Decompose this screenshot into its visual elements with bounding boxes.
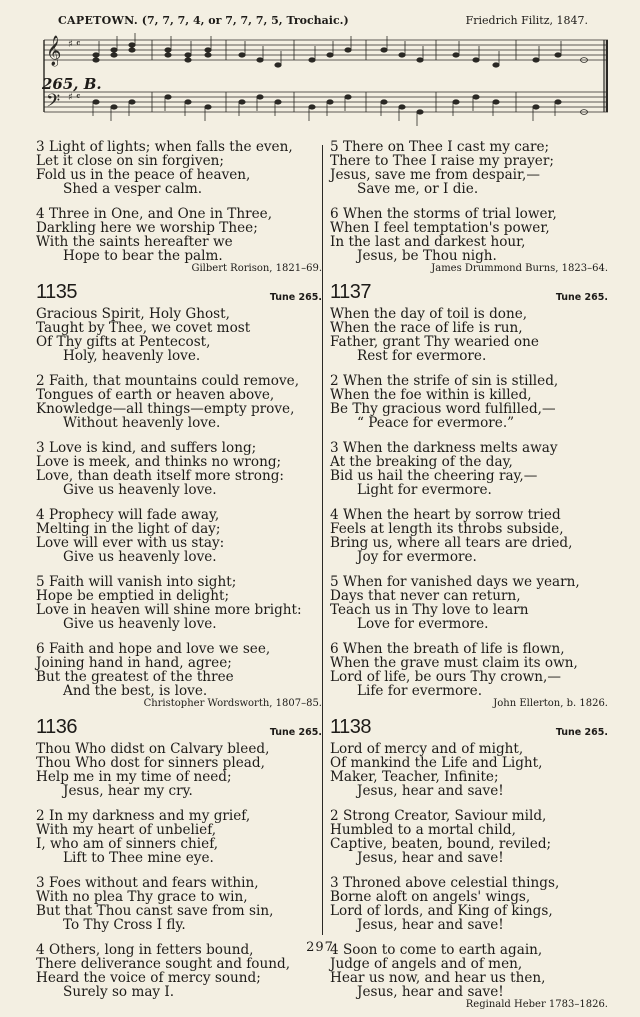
verse-line: In the last and darkest hour, bbox=[330, 234, 526, 250]
verse-line: Lord of life, be ours Thy crown,— bbox=[330, 669, 561, 685]
verse-line: When I feel temptation's power, bbox=[330, 220, 550, 236]
verse-line: 2 Faith, that mountains could remove, bbox=[36, 373, 300, 389]
hymn-verse bbox=[36, 207, 324, 263]
hymn-verse bbox=[36, 508, 324, 564]
verse-line: Judge of angels and of men, bbox=[330, 956, 523, 972]
verse-line: Of mankind the Life and Light, bbox=[330, 755, 543, 771]
verse-line: Love for evermore. bbox=[357, 616, 489, 632]
verse-line: When the race of life is run, bbox=[330, 320, 523, 336]
tune-name: CAPETOWN. bbox=[58, 14, 138, 27]
hymn-tune-ref: Tune 265. bbox=[555, 727, 608, 738]
svg-text:♯ 𝄴: ♯ 𝄴 bbox=[68, 39, 81, 50]
hymn-verse bbox=[330, 441, 610, 497]
verse-line: Help me in my time of need; bbox=[36, 769, 232, 785]
verse-line: Save me, or I die. bbox=[357, 181, 479, 197]
tune-number-label: 265, B. bbox=[42, 75, 102, 93]
verse-line: Surely so may I. bbox=[63, 984, 175, 1000]
verse-line: Darkling here we worship Thee; bbox=[36, 220, 258, 236]
hymn-verse bbox=[36, 876, 324, 932]
svg-text:𝄢: 𝄢 bbox=[46, 91, 61, 116]
hymn-tune-ref: Tune 265. bbox=[269, 727, 322, 738]
verse-line: Love will ever with us stay: bbox=[36, 535, 225, 551]
verse-line: Shed a vesper calm. bbox=[63, 181, 203, 197]
hymn-attribution: Gilbert Rorison, 1821–69. bbox=[191, 263, 322, 274]
verse-line: Thou Who didst on Calvary bleed, bbox=[36, 741, 270, 757]
hymn-number: 1137 bbox=[330, 281, 372, 303]
verse-line: Holy, heavenly love. bbox=[63, 348, 201, 364]
verse-line: Joining hand in hand, agree; bbox=[36, 655, 232, 671]
hymn-verse bbox=[330, 876, 610, 932]
verse-line: Lord of lords, and King of kings, bbox=[330, 903, 553, 919]
verse-line: Fold us in the peace of heaven, bbox=[36, 167, 251, 183]
verse-line: Hear us now, and hear us then, bbox=[330, 970, 546, 986]
hymn-verse bbox=[36, 642, 324, 698]
verse-line: Let it close on sin forgiven; bbox=[36, 153, 224, 169]
verse-line: When the foe within is killed, bbox=[330, 387, 532, 403]
verse-line: Knowledge—all things—empty prove, bbox=[36, 401, 295, 417]
hymn-verse bbox=[330, 742, 610, 798]
verse-line: But that Thou canst save from sin, bbox=[36, 903, 274, 919]
hymn-verse bbox=[36, 441, 324, 497]
hymn-number: 1136 bbox=[36, 716, 78, 738]
verse-line: 4 Soon to come to earth again, bbox=[330, 942, 543, 958]
verse-line: There deliverance sought and found, bbox=[36, 956, 291, 972]
hymn-attribution: James Drummond Burns, 1823–64. bbox=[431, 263, 608, 274]
verse-line: 2 In my darkness and my grief, bbox=[36, 808, 251, 824]
hymn-verse bbox=[330, 207, 610, 263]
verse-line: Jesus, hear and save! bbox=[357, 917, 504, 933]
verse-line: Borne aloft on angels' wings, bbox=[330, 889, 531, 905]
verse-line: 4 Others, long in fetters bound, bbox=[36, 942, 254, 958]
verse-line: With my heart of unbelief, bbox=[36, 822, 217, 838]
verse-line: Captive, beaten, bound, reviled; bbox=[330, 836, 552, 852]
verse-line: Maker, Teacher, Infinite; bbox=[330, 769, 499, 785]
verse-line: When the grave must claim its own, bbox=[330, 655, 578, 671]
verse-line: But the greatest of the three bbox=[36, 669, 234, 685]
music-score bbox=[36, 32, 608, 138]
svg-text:♯ 𝄴: ♯ 𝄴 bbox=[68, 92, 81, 103]
hymn-verse bbox=[330, 642, 610, 698]
hymn-verse bbox=[36, 140, 324, 196]
verse-line: Jesus, hear my cry. bbox=[63, 783, 193, 799]
verse-line: Tongues of earth or heaven above, bbox=[36, 387, 275, 403]
verse-line: Melting in the light of day; bbox=[36, 521, 221, 537]
verse-line: Days that never can return, bbox=[330, 588, 521, 604]
tune-meter: (7, 7, 7, 4, or 7, 7, 7, 5, Trochaic.) bbox=[141, 14, 349, 27]
left-column bbox=[36, 140, 324, 1010]
verse-line: Humbled to a mortal child, bbox=[330, 822, 516, 838]
hymn-verse bbox=[36, 575, 324, 631]
hymn-attribution: Christopher Wordsworth, 1807–85. bbox=[143, 698, 322, 709]
verse-line: 2 When the strife of sin is stilled, bbox=[330, 373, 559, 389]
hymn-number: 1135 bbox=[36, 281, 78, 303]
verse-line: Jesus, hear and save! bbox=[357, 783, 504, 799]
verse-line: Of Thy gifts at Pentecost, bbox=[36, 334, 211, 350]
verse-line: 3 Light of lights; when falls the even, bbox=[36, 139, 293, 155]
hymn-header bbox=[330, 716, 610, 740]
hymn-header bbox=[36, 281, 324, 305]
verse-line: Give us heavenly love. bbox=[63, 549, 217, 565]
verse-line: 3 Foes without and fears within, bbox=[36, 875, 259, 891]
verse-line: Lift to Thee mine eye. bbox=[63, 850, 214, 866]
tune-header bbox=[58, 14, 588, 32]
verse-line: Light for evermore. bbox=[357, 482, 492, 498]
verse-line: When the day of toil is done, bbox=[330, 306, 528, 322]
hymn-verse bbox=[36, 307, 324, 363]
verse-line: Thou Who dost for sinners plead, bbox=[36, 755, 265, 771]
verse-line: Give us heavenly love. bbox=[63, 616, 217, 632]
verse-line: 3 Love is kind, and suffers long; bbox=[36, 440, 257, 456]
verse-line: 6 Faith and hope and love we see, bbox=[36, 641, 271, 657]
hymn-verse bbox=[330, 575, 610, 631]
verse-line: Give us heavenly love. bbox=[63, 482, 217, 498]
verse-line: 3 Throned above celestial things, bbox=[330, 875, 560, 891]
hymn-number: 1138 bbox=[330, 716, 372, 738]
verse-line: Gracious Spirit, Holy Ghost, bbox=[36, 306, 230, 322]
tune-title bbox=[58, 14, 349, 27]
right-column bbox=[330, 140, 610, 1017]
hymn-attribution: Reginald Heber 1783–1826. bbox=[465, 999, 608, 1010]
verse-line: To Thy Cross I fly. bbox=[63, 917, 186, 933]
verse-line: Jesus, hear and save! bbox=[357, 984, 504, 1000]
verse-line: Love, than death itself more strong: bbox=[36, 468, 284, 484]
verse-line: 2 Strong Creator, Saviour mild, bbox=[330, 808, 547, 824]
verse-line: 3 When the darkness melts away bbox=[330, 440, 558, 456]
verse-line: Jesus, save me from despair,— bbox=[330, 167, 540, 183]
hymn-verse bbox=[330, 140, 610, 196]
hymn-verse bbox=[36, 809, 324, 865]
hymn-verse bbox=[330, 307, 610, 363]
hymn-tune-ref: Tune 265. bbox=[269, 292, 322, 303]
hymn-header bbox=[36, 716, 324, 740]
verse-line: Bring us, where all tears are dried, bbox=[330, 535, 573, 551]
svg-text:𝄞: 𝄞 bbox=[46, 36, 62, 66]
verse-line: Joy for evermore. bbox=[357, 549, 477, 565]
verse-line: Love in heaven will shine more bright: bbox=[36, 602, 302, 618]
verse-line: With the saints hereafter we bbox=[36, 234, 233, 250]
verse-line: Be Thy gracious word fulfilled,— bbox=[330, 401, 556, 417]
verse-line: Father, grant Thy wearied one bbox=[330, 334, 539, 350]
verse-line: 5 When for vanished days we yearn, bbox=[330, 574, 580, 590]
verse-line: Teach us in Thy love to learn bbox=[330, 602, 529, 618]
verse-line: 6 When the breath of life is flown, bbox=[330, 641, 565, 657]
hymn-header bbox=[330, 281, 610, 305]
hymn-tune-ref: Tune 265. bbox=[555, 292, 608, 303]
verse-line: Hope be emptied in delight; bbox=[36, 588, 230, 604]
hymn-verse bbox=[36, 374, 324, 430]
verse-line: Bid us hail the cheering ray,— bbox=[330, 468, 538, 484]
verse-line: 5 Faith will vanish into sight; bbox=[36, 574, 237, 590]
verse-line: Rest for evermore. bbox=[357, 348, 487, 364]
hymn-verse bbox=[36, 742, 324, 798]
tune-composer: Friedrich Filitz, 1847. bbox=[465, 14, 588, 27]
verse-line: Jesus, be Thou nigh. bbox=[357, 248, 497, 264]
verse-line: With no plea Thy grace to win, bbox=[36, 889, 248, 905]
verse-line: 4 When the heart by sorrow tried bbox=[330, 507, 561, 523]
verse-line: Jesus, hear and save! bbox=[357, 850, 504, 866]
verse-line: 4 Prophecy will fade away, bbox=[36, 507, 220, 523]
verse-line: Love is meek, and thinks no wrong; bbox=[36, 454, 282, 470]
verse-line: At the breaking of the day, bbox=[330, 454, 513, 470]
hymn-attribution: John Ellerton, b. 1826. bbox=[493, 698, 608, 709]
verse-line: Taught by Thee, we covet most bbox=[36, 320, 251, 336]
verse-line: Heard the voice of mercy sound; bbox=[36, 970, 261, 986]
verse-line: There to Thee I raise my prayer; bbox=[330, 153, 554, 169]
verse-line: Life for evermore. bbox=[357, 683, 483, 699]
verse-line: Without heavenly love. bbox=[63, 415, 221, 431]
verse-line: 6 When the storms of trial lower, bbox=[330, 206, 557, 222]
hymn-verse bbox=[330, 508, 610, 564]
verse-line: Hope to bear the palm. bbox=[63, 248, 223, 264]
hymn-verse bbox=[330, 374, 610, 430]
verse-line: Feels at length its throbs subside, bbox=[330, 521, 564, 537]
verse-line: 4 Three in One, and One in Three, bbox=[36, 206, 273, 222]
verse-line: Lord of mercy and of might, bbox=[330, 741, 524, 757]
verse-line: I, who am of sinners chief, bbox=[36, 836, 219, 852]
verse-line: 5 There on Thee I cast my care; bbox=[330, 139, 550, 155]
page-number: 297 bbox=[306, 940, 334, 955]
verse-line: And the best, is love. bbox=[63, 683, 208, 699]
verse-line: “ Peace for evermore.” bbox=[357, 415, 515, 431]
hymn-verse bbox=[330, 809, 610, 865]
